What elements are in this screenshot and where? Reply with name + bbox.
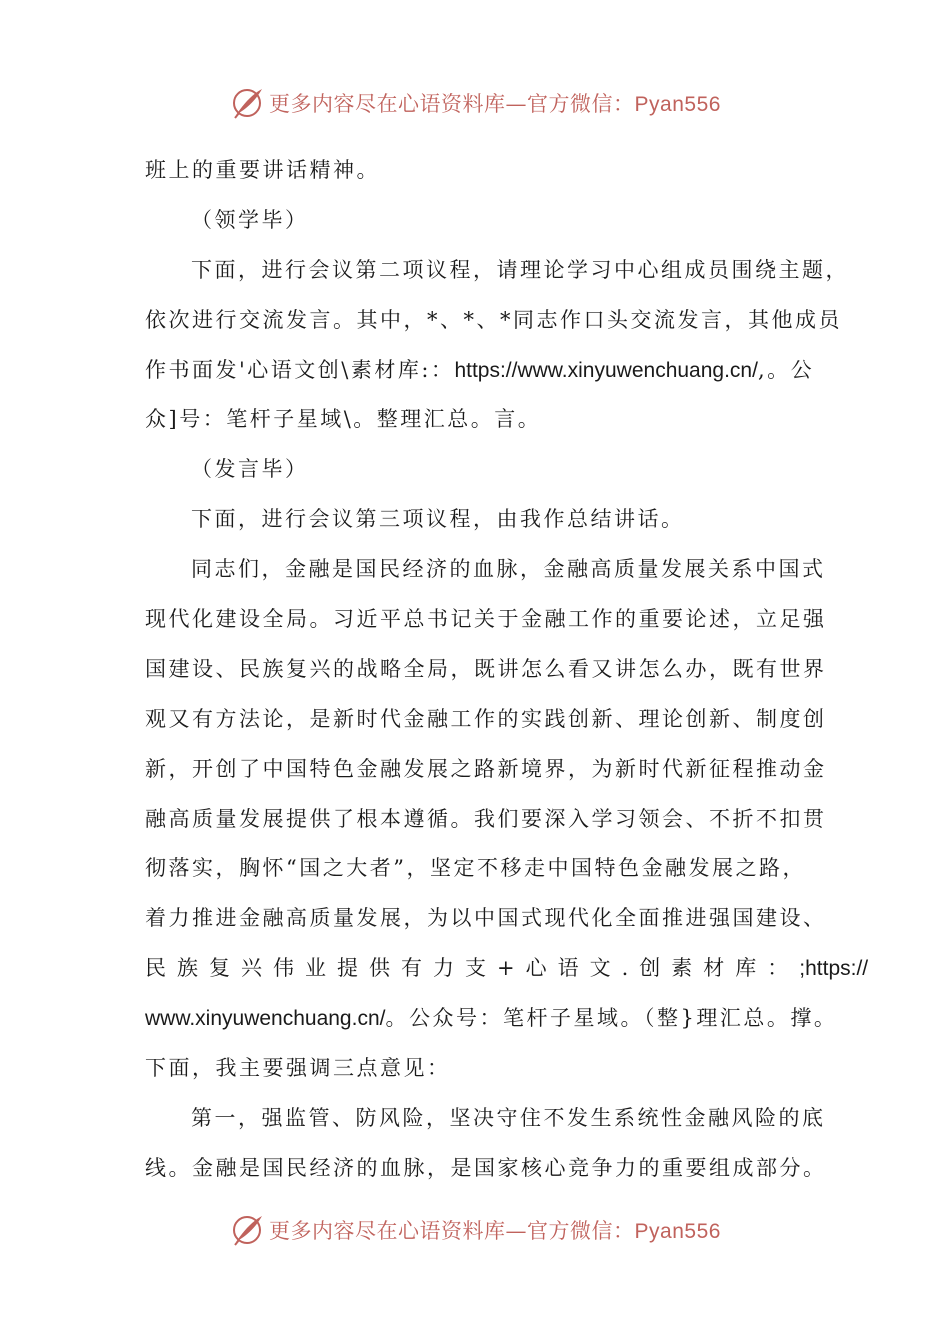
text-line: 第一，强监管、防风险，坚决守住不发生系统性金融风险的底: [191, 1105, 826, 1130]
text-line: 观又有方法论，是新时代金融工作的实践创新、理论创新、制度创: [145, 706, 827, 731]
text-line: 民族复兴伟业提供有力支+心语文.创素材库：;https://: [145, 956, 869, 981]
text-line: 班上的重要讲话精神。: [145, 158, 380, 182]
banner-slogan: 更多内容尽在心语资料库—官方微信：Pyan556: [269, 1219, 721, 1243]
text-line: 现代化建设全局。习近平总书记关于金融工作的重要论述，立足强: [145, 607, 827, 632]
source-url-part[interactable]: www.xinyuwenchuang.cn/: [145, 1007, 386, 1031]
banner-slogan: 更多内容尽在心语资料库—官方微信：Pyan556: [269, 92, 721, 116]
text-line: 下面，我主要强调三点意见：: [145, 1056, 451, 1081]
text-line: 下面，进行会议第三项议程，由我作总结讲话。: [191, 507, 685, 532]
text-line: 线。金融是国民经济的血脉，是国家核心竞争力的重要组成部分。: [145, 1155, 827, 1180]
text-line: 同志们，金融是国民经济的血脉，金融高质量发展关系中国式: [191, 557, 826, 582]
text-line: 国建设、民族复兴的战略全局，既讲怎么看又讲怎么办，既有世界: [145, 656, 827, 681]
text-line: 融高质量发展提供了根本遵循。我们要深入学习领会、不折不扣贯: [145, 806, 827, 831]
text-line: 作书面发'心语文创\素材库:：https://www.xinyuwenchuang.cn/,。公: [145, 357, 815, 382]
text-line: www.xinyuwenchuang.cn/。公众号：笔杆子星域。（整}理汇总。撑。: [145, 1006, 838, 1031]
text-line: 新，开创了中国特色金融发展之路新境界，为新时代新征程推动金: [145, 756, 827, 781]
text-line: （领学毕）: [191, 207, 309, 232]
quill-logo-icon: [229, 85, 265, 121]
text-line: 依次进行交流发言。其中，*、*、*同志作口头交流发言，其他成员: [145, 307, 842, 332]
text-line: 着力推进金融高质量发展，为以中国式现代化全面推进强国建设、: [145, 906, 827, 931]
document-body: [145, 146, 869, 1194]
source-url-part[interactable]: ;https://: [799, 957, 869, 981]
footer-banner: [0, 1205, 950, 1255]
text-line: 下面，进行会议第二项议程，请理论学习中心组成员围绕主题，: [191, 257, 849, 282]
text-line: （发言毕）: [191, 457, 309, 482]
source-url[interactable]: https://www.xinyuwenchuang.cn/: [454, 358, 758, 382]
text-line: 众]号：笔杆子星域\。整理汇总。言。: [145, 407, 542, 432]
quill-logo-icon: [229, 1212, 265, 1248]
header-banner: [0, 78, 950, 128]
text-line: 彻落实，胸怀“国之大者”，坚定不移走中国特色金融发展之路，: [145, 856, 806, 881]
